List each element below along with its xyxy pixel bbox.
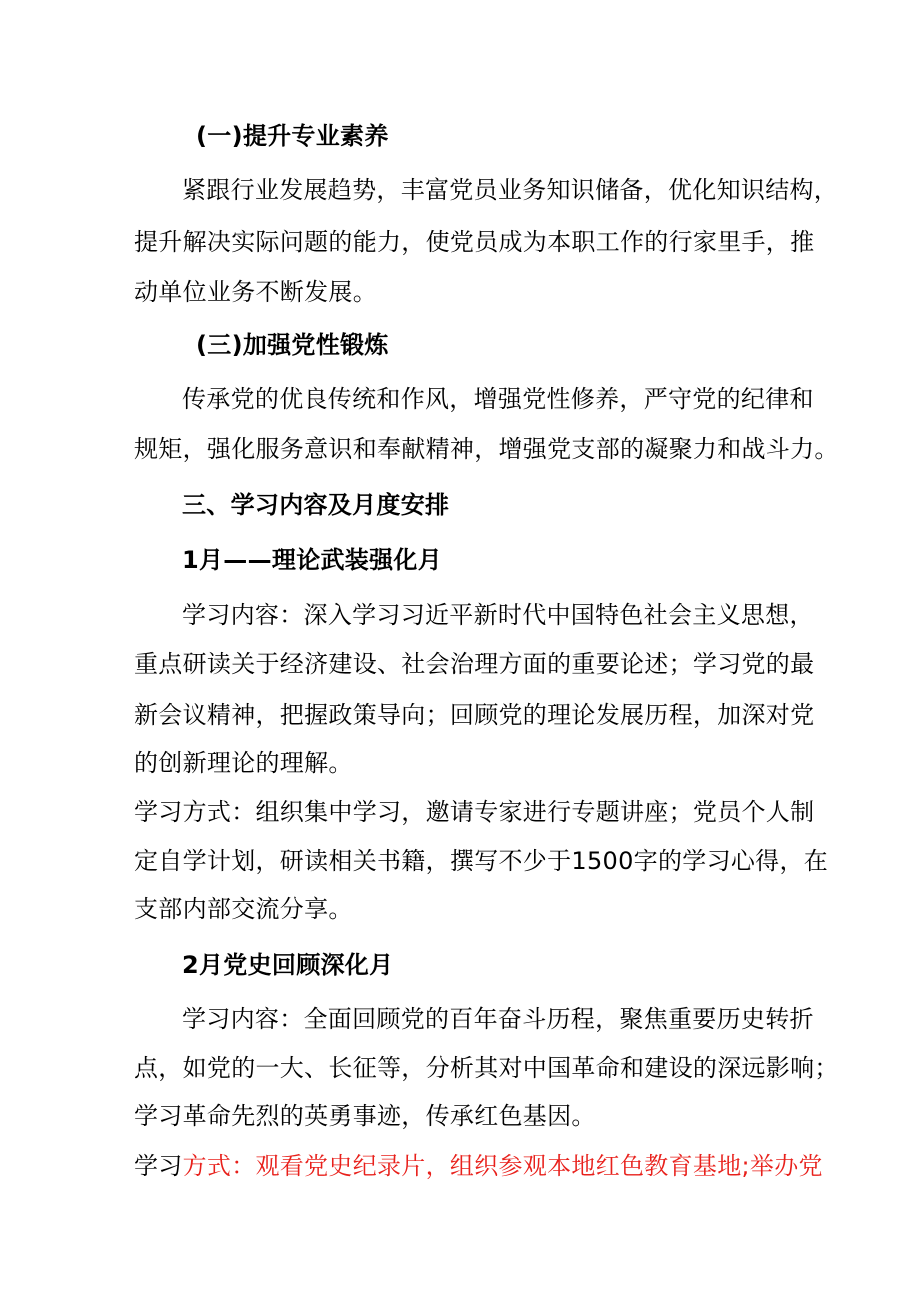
month-heading-2: 2月党史回顾深化月 [182, 951, 394, 979]
paragraph-line: 紧跟行业发展趋势，丰富党员业务知识储备，优化知识结构， [182, 176, 839, 204]
paragraph-line: 点，如党的一大、长征等，分析其对中国革命和建设的深远影响； [134, 1054, 839, 1082]
paragraph-line: 支部内部交流分享。 [134, 895, 353, 923]
paragraph-line: 新会议精神，把握政策导向；回顾党的理论发展历程，加深对党 [134, 701, 815, 729]
section-heading-3: (三)加强党性锻炼 [196, 331, 389, 359]
highlighted-text: 方式：观看党史纪录片，组织参观本地红色教育基地;举办党 [182, 1152, 823, 1180]
paragraph-line: 规矩，强化服务意识和奉献精神，增强党支部的凝聚力和战斗力。 [134, 435, 839, 463]
paragraph-line: 学习革命先烈的英勇事迹，传承红色基因。 [134, 1102, 596, 1130]
paragraph-line: 定自学计划，研读相关书籍，撰写不少于1500字的学习心得，在 [134, 847, 829, 875]
method-prefix: 学习 [134, 1152, 183, 1180]
paragraph-line-highlighted [134, 1151, 823, 1181]
paragraph-line: 学习内容：全面回顾党的百年奋斗历程，聚焦重要历史转折 [182, 1005, 814, 1033]
paragraph-line: 提升解决实际问题的能力，使党员成为本职工作的行家里手，推 [134, 228, 815, 256]
paragraph-line: 重点研读关于经济建设、社会治理方面的重要论述；学习党的最 [134, 650, 815, 678]
part-heading: 三、学习内容及月度安排 [182, 491, 450, 519]
paragraph-line: 学习方式：组织集中学习，邀请专家进行专题讲座；党员个人制 [134, 798, 815, 826]
paragraph-line: 动单位业务不断发展。 [134, 278, 377, 306]
paragraph-line: 学习内容：深入学习习近平新时代中国特色社会主义思想， [182, 601, 814, 629]
paragraph-line: 的创新理论的理解。 [134, 749, 353, 777]
section-heading-1: (一)提升专业素养 [196, 122, 389, 150]
paragraph-line: 传承党的优良传统和作风，增强党性修养，严守党的纪律和 [182, 385, 814, 413]
month-heading-1: 1月——理论武装强化月 [182, 546, 442, 574]
